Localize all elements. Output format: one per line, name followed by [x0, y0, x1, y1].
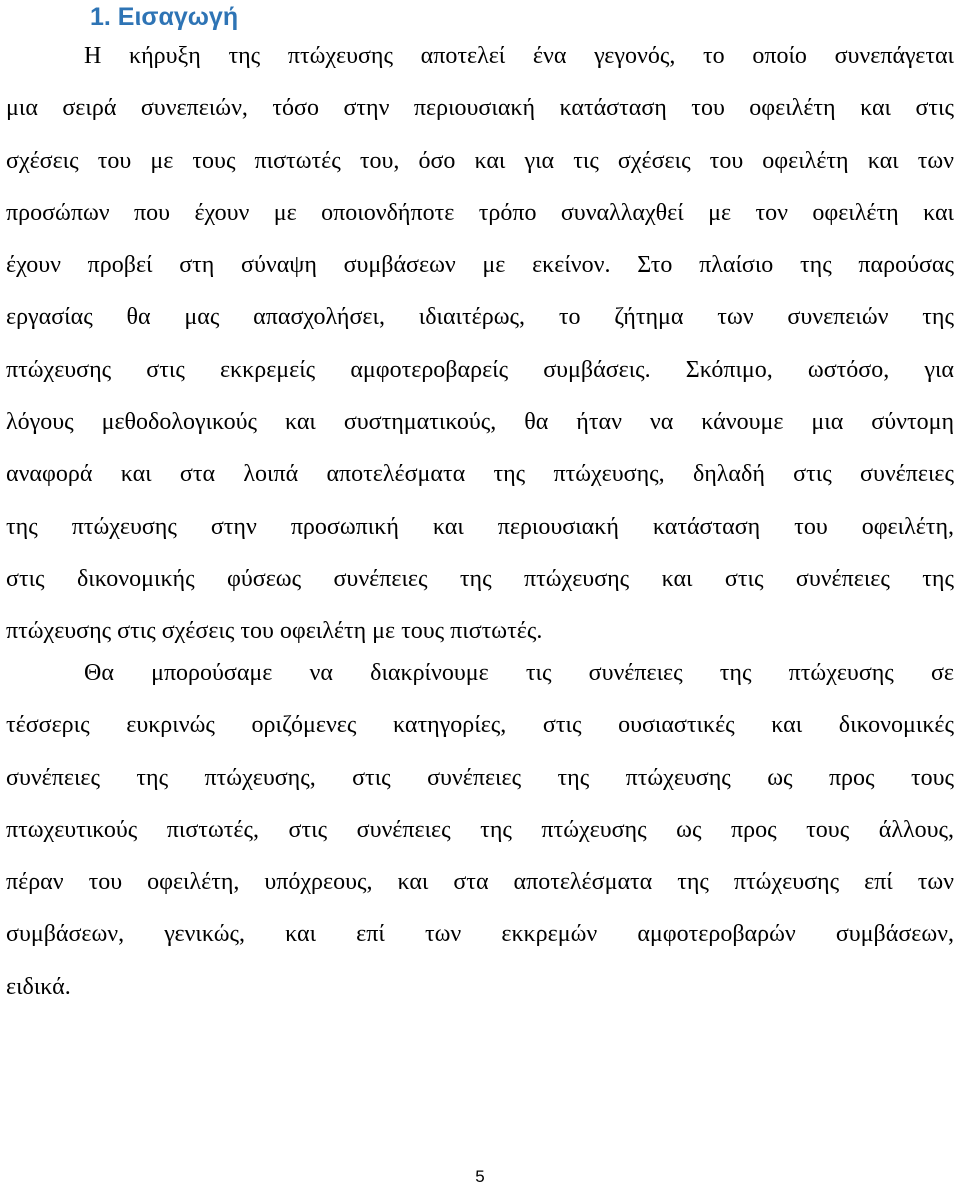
- paragraph-line: τέσσερις ευκρινώς οριζόμενες κατηγορίες, στις ουσιαστικές και δικονομικές: [6, 712, 954, 739]
- paragraph-line: πέραν του οφειλέτη, υπόχρεους, και στα αποτελέσματα της πτώχευσης επί των: [6, 869, 954, 896]
- paragraph-line: στις δικονομικής φύσεως συνέπειες της πτώχευσης και στις συνέπειες της: [6, 565, 954, 592]
- page-number: 5: [475, 1167, 485, 1186]
- paragraph-1: [6, 30, 954, 658]
- paragraph-line: πτώχευσης στις εκκρεμείς αμφοτεροβαρείς συμβάσεις. Σκόπιμο, ωστόσο, για: [6, 356, 954, 383]
- paragraph-line: συμβάσεων, γενικώς, και επί των εκκρεμών αμφοτεροβαρών συμβάσεων,: [6, 921, 954, 948]
- section-heading: 1. Εισαγωγή: [90, 3, 239, 31]
- paragraph-line: αναφορά και στα λοιπά αποτελέσματα της πτώχευσης, δηλαδή στις συνέπειες: [6, 461, 954, 488]
- paragraph-line: σχέσεις του με τους πιστωτές του, όσο και για τις σχέσεις του οφειλέτη και των: [6, 147, 954, 174]
- paragraph-line: Θα μπορούσαμε να διακρίνουμε τις συνέπειες της πτώχευσης σε: [84, 660, 954, 686]
- paragraph-line: συνέπειες της πτώχευσης, στις συνέπειες της πτώχευσης ως προς τους: [6, 764, 954, 791]
- paragraph-line: έχουν προβεί στη σύναψη συμβάσεων με εκείνον. Στο πλαίσιο της παρούσας: [6, 252, 954, 279]
- paragraph-line: της πτώχευσης στην προσωπική και περιουσιακή κατάσταση του οφειλέτη,: [6, 513, 954, 540]
- paragraph-line: λόγους μεθοδολογικούς και συστηματικούς, θα ήταν να κάνουμε μια σύντομη: [6, 409, 954, 436]
- paragraph-line: πτωχευτικούς πιστωτές, στις συνέπειες της πτώχευσης ως προς τους άλλους,: [6, 816, 954, 843]
- paragraph-line: μια σειρά συνεπειών, τόσο στην περιουσιακή κατάσταση του οφειλέτη και στις: [6, 95, 954, 122]
- paragraph-2: [6, 647, 954, 1013]
- paragraph-line: εργασίας θα μας απασχολήσει, ιδιαιτέρως, το ζήτημα των συνεπειών της: [6, 304, 954, 331]
- paragraph-line: ειδικά.: [6, 973, 71, 1000]
- paragraph-line: πτώχευσης στις σχέσεις του οφειλέτη με τους πιστωτές.: [6, 618, 543, 645]
- paragraph-line: προσώπων που έχουν με οποιονδήποτε τρόπο συναλλαχθεί με τον οφειλέτη και: [6, 199, 954, 226]
- paragraph-line: Η κήρυξη της πτώχευσης αποτελεί ένα γεγονός, το οποίο συνεπάγεται: [84, 43, 954, 69]
